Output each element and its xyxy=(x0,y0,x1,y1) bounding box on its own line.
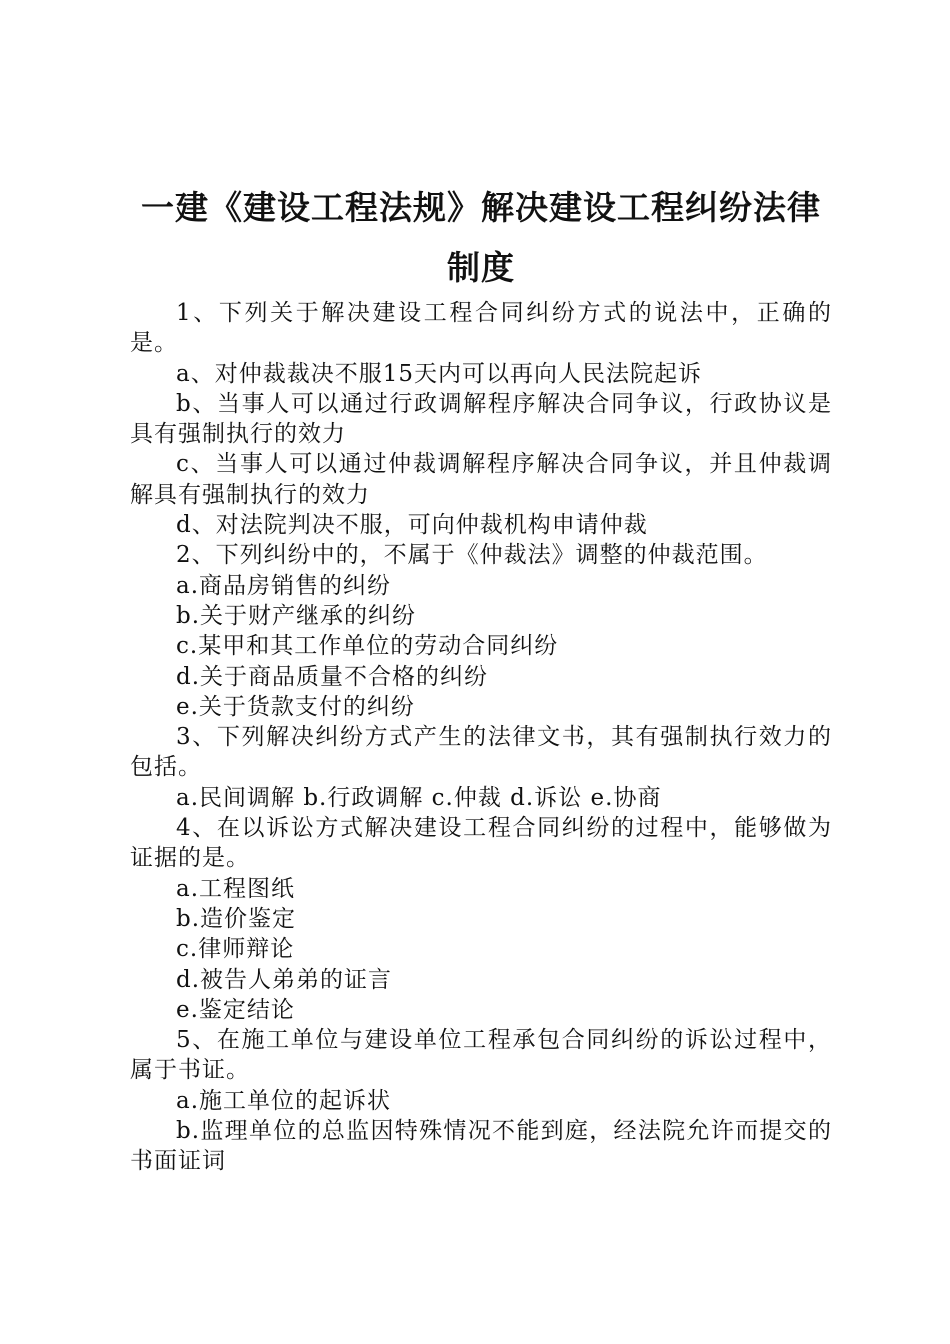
document-body xyxy=(130,298,832,1177)
question-2-option-a: a.商品房销售的纠纷 xyxy=(176,572,392,599)
question-1-option-a: a、对仲裁裁决不服15天内可以再向人民法院起诉 xyxy=(176,360,702,387)
question-1-option-b: b、当事人可以通过行政调解程序解决合同争议，行政协议是具有强制执行的效力 xyxy=(130,390,832,448)
question-2-option-d: d.关于商品质量不合格的纠纷 xyxy=(176,663,489,690)
question-3-options: a.民间调解 b.行政调解 c.仲裁 d.诉讼 e.协商 xyxy=(176,784,662,811)
question-4-option-a: a.工程图纸 xyxy=(176,875,296,902)
question-5-stem: 5、在施工单位与建设单位工程承包合同纠纷的诉讼过程中，属于书证。 xyxy=(130,1027,832,1084)
question-4-option-d: d.被告人弟弟的证言 xyxy=(176,966,393,993)
question-4-stem: 4、在以诉讼方式解决建设工程合同纠纷的过程中，能够做为证据的是。 xyxy=(130,815,832,872)
question-4-option-e: e.鉴定结论 xyxy=(176,996,295,1023)
question-1-option-c: c、当事人可以通过仲裁调解程序解决合同争议，并且仲裁调解具有强制执行的效力 xyxy=(130,451,832,508)
question-2-stem: 2、下列纠纷中的，不属于《仲裁法》调整的仲裁范围。 xyxy=(176,542,768,569)
title-line-2: 制度 xyxy=(447,248,515,287)
title-line-1: 一建《建设工程法规》解决建设工程纠纷法律 xyxy=(141,188,821,227)
question-5-option-b: b.监理单位的总监因特殊情况不能到庭，经法院允许而提交的书面证词 xyxy=(130,1118,832,1175)
question-4-option-c: c.律师辩论 xyxy=(176,936,295,963)
question-4-option-b: b.造价鉴定 xyxy=(176,905,297,932)
question-3-stem: 3、下列解决纠纷方式产生的法律文书，其有强制执行效力的包括。 xyxy=(130,724,832,781)
document-title xyxy=(120,178,842,298)
question-5-option-a: a.施工单位的起诉状 xyxy=(176,1087,392,1114)
question-1-stem: 1、下列关于解决建设工程合同纠纷方式的说法中，正确的是。 xyxy=(130,300,832,357)
question-2-option-c: c.某甲和其工作单位的劳动合同纠纷 xyxy=(176,633,559,660)
question-1-option-d: d、对法院判决不服，可向仲裁机构申请仲裁 xyxy=(176,512,648,539)
question-2-option-e: e.关于货款支付的纠纷 xyxy=(176,693,415,720)
question-2-option-b: b.关于财产继承的纠纷 xyxy=(176,602,417,629)
